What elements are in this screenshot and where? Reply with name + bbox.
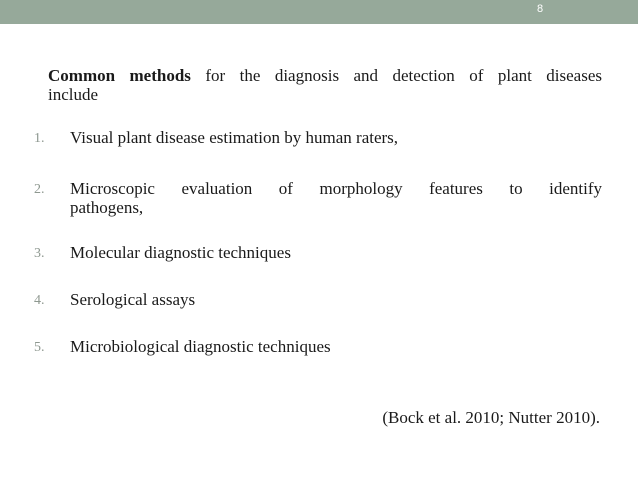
list-text: Microscopic evaluation of morphology features to identify pathogens,	[70, 179, 602, 217]
list-text: Serological assays	[70, 290, 196, 309]
intro-bold-text: Common methods	[48, 66, 191, 85]
intro-line-1	[48, 66, 602, 85]
intro-line-1-rest: for the diagnosis and detection of plant diseases	[190, 66, 603, 85]
citation: (Bock et al. 2010; Nutter 2010).	[382, 408, 600, 427]
list-number: 1.	[34, 131, 45, 146]
slide-number: 8	[536, 3, 544, 15]
list-number: 2.	[34, 182, 45, 197]
list-number: 5.	[34, 340, 45, 355]
list-text: Visual plant disease estimation by human raters,	[70, 128, 399, 147]
header-bar	[0, 0, 638, 24]
list-number: 4.	[34, 293, 45, 308]
list-text: Molecular diagnostic techniques	[70, 243, 291, 262]
list-number: 3.	[34, 246, 45, 261]
list-text: Microbiological diagnostic techniques	[70, 337, 331, 356]
intro-paragraph	[48, 66, 602, 104]
intro-line-2: include	[48, 85, 99, 104]
